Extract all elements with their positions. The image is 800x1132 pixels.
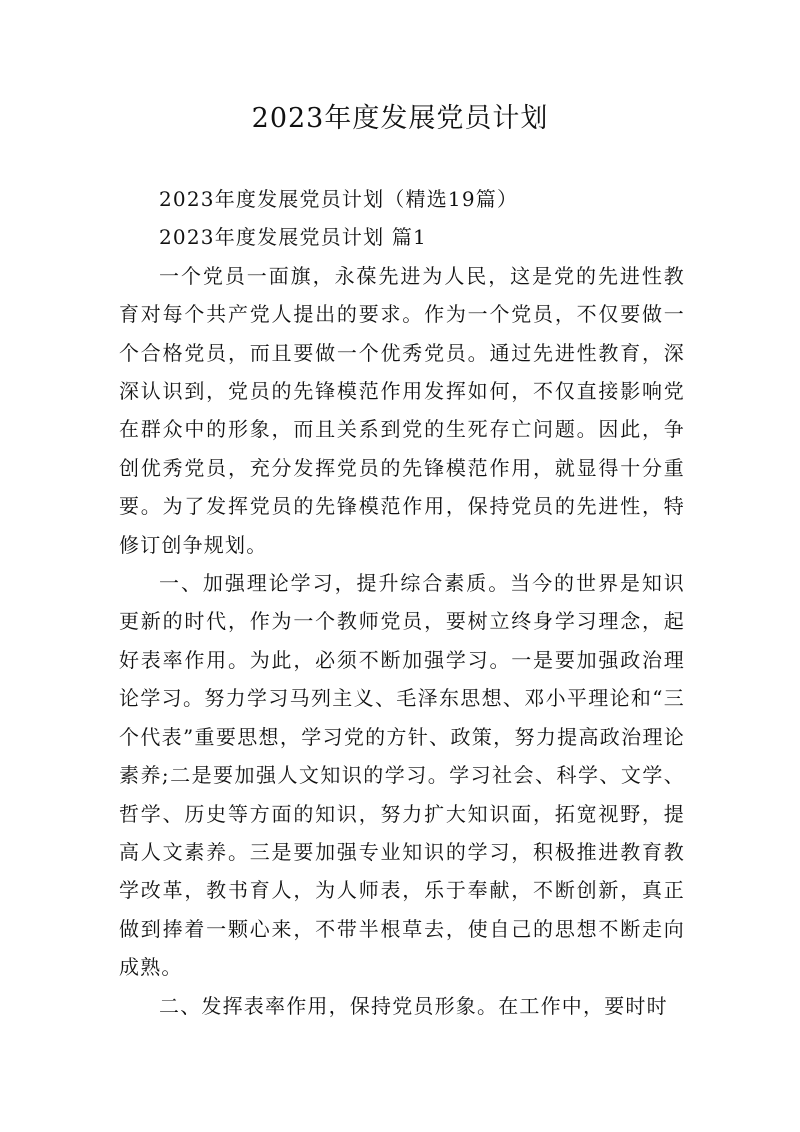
subtitle: 2023年度发展党员计划（精选19篇） — [159, 187, 519, 211]
section-heading: 2023年度发展党员计划 篇1 — [159, 225, 427, 250]
paragraph: 一个党员一面旗，永葆先进为人民，这是党的先进性教育对每个共产党人提出的要求。作为一个党员，不仅要做一个合格党员，而且要做一个优秀党员。通过先进性教育，深深认识到，党员的先锋模范作用发挥如何，不仅直接影响党在群众中的形象，而且关系到党的生死存亡问题。因此，争创优秀党员，充分发挥党员的先锋模范作用，就显得十分重要。为了发挥党员的先锋模范作用，保持党员的先进性，特修订创争规划。 — [119, 263, 685, 557]
document-body — [119, 180, 685, 1025]
document-title: 2023年度发展党员计划 — [251, 103, 549, 134]
paragraph: 二、发挥表率作用，保持党员形象。在工作中，要时时 — [159, 993, 668, 1018]
paragraph: 一、加强理论学习，提升综合素质。当今的世界是知识更新的时代，作为一个教师党员，要树立终身学习理念，起好表率作用。为此，必须不断加强学习。一是要加强政治理论学习。努力学习马列主义、毛泽东思想、邓小平理论和“三个代表”重要思想，学习党的方针、政策，努力提高政治理论素养;二是要加强人文知识的学习。学习社会、科学、文学、哲学、历史等方面的知识，努力扩大知识面，拓宽视野，提高人文素养。三是要加强专业知识的学习，积极推进教育教学改革，教书育人，为人师表，乐于奉献，不断创新，真正做到捧着一颗心来，不带半根草去，使自己的思想不断走向成熟。 — [119, 571, 685, 980]
